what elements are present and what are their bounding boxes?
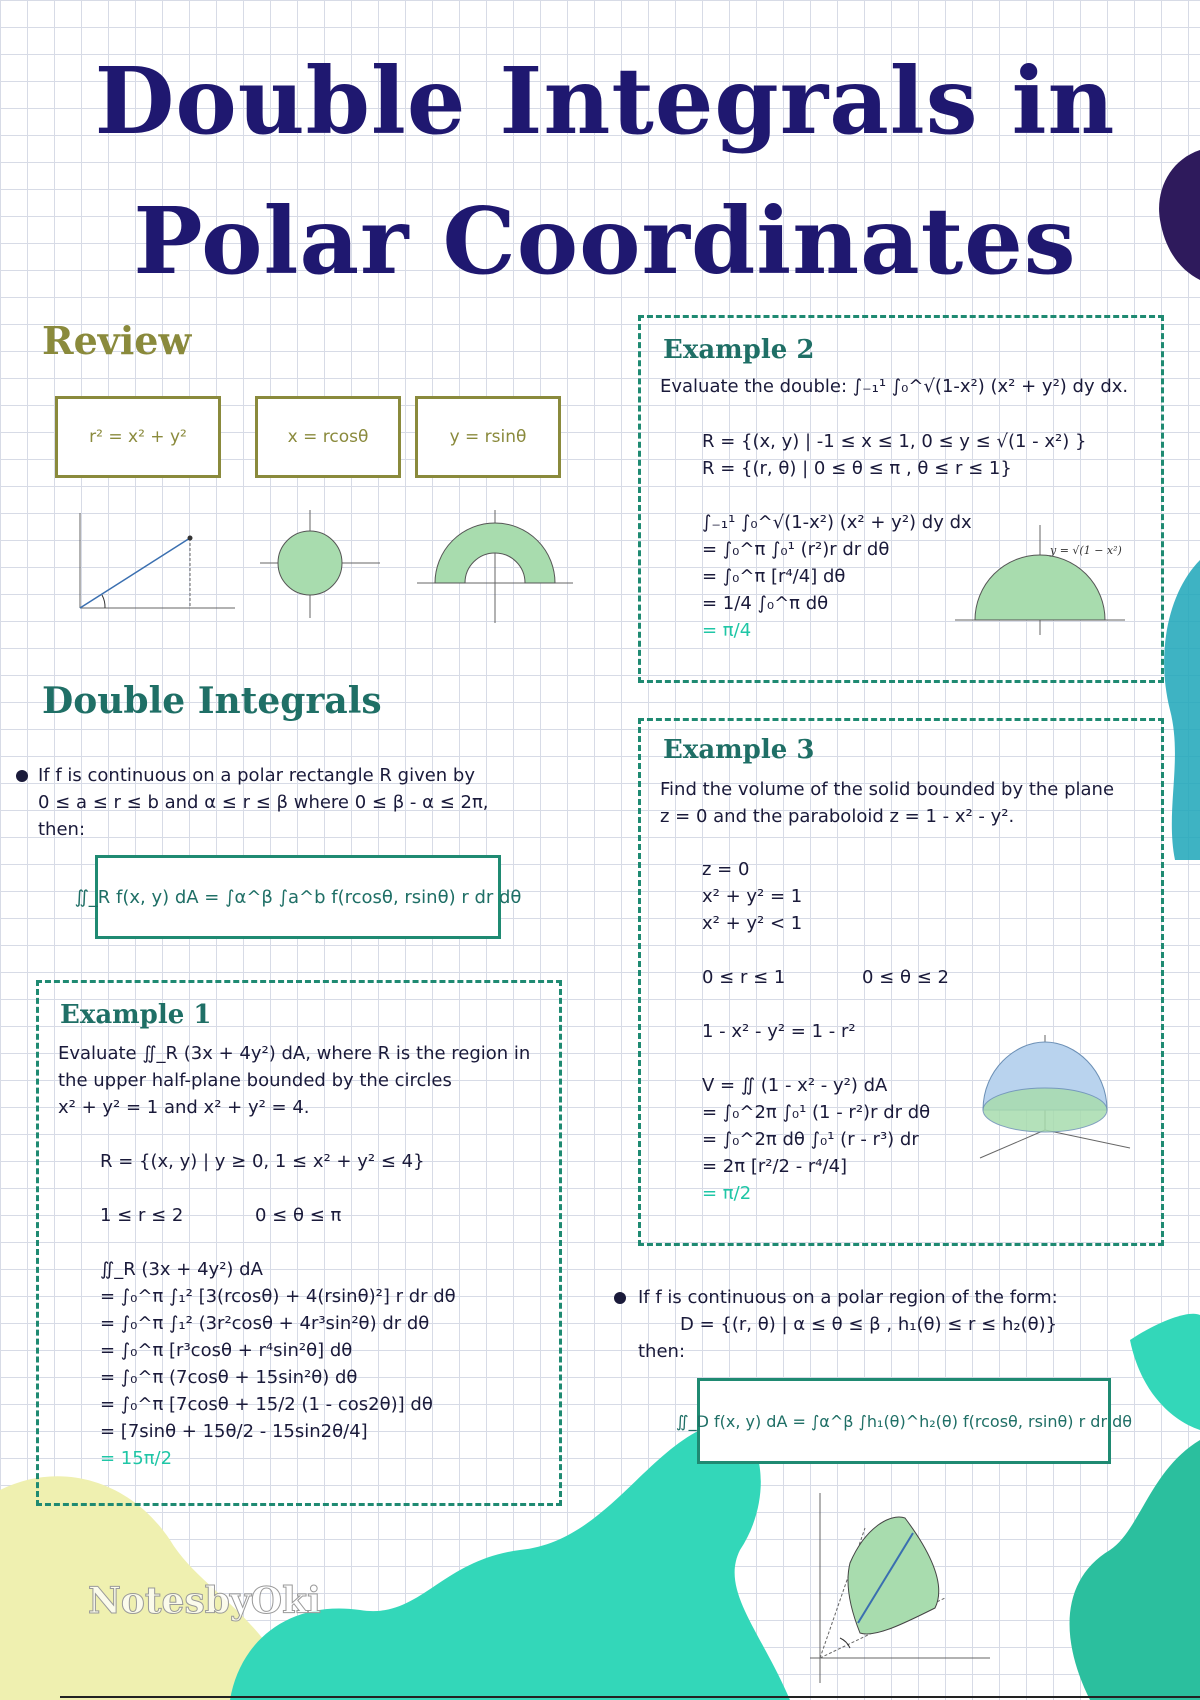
example-2-step-4: = 1/4 ∫₀^π dθ bbox=[702, 593, 829, 614]
double-integrals-bullet-line-3: then: bbox=[38, 819, 86, 840]
semicircle-curve-label: y = √(1 − x²) bbox=[1050, 544, 1122, 557]
example-3-prompt-line-2: z = 0 and the paraboloid z = 1 - x² - y². bbox=[660, 806, 1015, 827]
example-2-step-1: ∫₋₁¹ ∫₀^√(1-x²) (x² + y²) dy dx bbox=[702, 512, 972, 533]
example-2-region-polar: R = {(r, θ) | 0 ≤ θ ≤ π , θ ≤ r ≤ 1} bbox=[702, 458, 1012, 479]
bottom-divider bbox=[60, 1696, 1200, 1698]
example-3-step-3: = ∫₀^2π dθ ∫₀¹ (r - r³) dr bbox=[702, 1129, 919, 1150]
polar-region-bullet-line-1: If f is continuous on a polar region of the form: bbox=[638, 1287, 1058, 1308]
example-1-step-2: = ∫₀^π ∫₁² [3(rcosθ) + 4(rsinθ)²] r dr dθ bbox=[100, 1286, 456, 1307]
bullet-point bbox=[614, 1292, 626, 1304]
example-2-step-2: = ∫₀^π ∫₀¹ (r²)r dr dθ bbox=[702, 539, 890, 560]
example-1-prompt-line-3: x² + y² = 1 and x² + y² = 4. bbox=[58, 1097, 310, 1118]
example-3-answer: = π/2 bbox=[702, 1183, 752, 1204]
review-heading: Review bbox=[42, 318, 192, 363]
polar-rectangle-formula-box: ∬_R f(x, y) dA = ∫α^β ∫a^b f(rcosθ, rsinθ) r dr dθ bbox=[95, 855, 501, 939]
example-3-box bbox=[638, 718, 1164, 1246]
paraboloid-diagram bbox=[975, 1030, 1135, 1160]
example-1-step-3: = ∫₀^π ∫₁² (3r²cosθ + 4r³sin²θ) dr dθ bbox=[100, 1313, 430, 1334]
example-3-prompt-line-1: Find the volume of the solid bounded by the plane bbox=[660, 779, 1115, 800]
double-integrals-bullet-line-2: 0 ≤ a ≤ r ≤ b and α ≤ r ≤ β where 0 ≤ β - α ≤ 2π, bbox=[38, 792, 489, 813]
example-3-r-range: 0 ≤ r ≤ 1 bbox=[702, 967, 786, 988]
double-integrals-heading: Double Integrals bbox=[42, 680, 382, 722]
polar-region-formula-box: ∬_D f(x, y) dA = ∫α^β ∫h₁(θ)^h₂(θ) f(rcosθ, rsinθ) r dr dθ bbox=[697, 1378, 1111, 1464]
example-1-step-7: = [7sinθ + 15θ/2 - 15sin2θ/4] bbox=[100, 1421, 368, 1442]
example-3-substitution: 1 - x² - y² = 1 - r² bbox=[702, 1021, 856, 1042]
example-1-step-4: = ∫₀^π [r³cosθ + r⁴sin²θ] dθ bbox=[100, 1340, 353, 1361]
disk-region-diagram bbox=[255, 508, 385, 628]
example-1-title: Example 1 bbox=[60, 1000, 212, 1030]
example-1-theta-range: 0 ≤ θ ≤ π bbox=[255, 1205, 342, 1226]
example-3-eq-3: x² + y² < 1 bbox=[702, 913, 803, 934]
review-formula-r-squared: r² = x² + y² bbox=[55, 396, 221, 478]
review-formula-x: x = rcosθ bbox=[255, 396, 401, 478]
example-2-answer: = π/4 bbox=[702, 620, 752, 641]
polar-region-bullet-line-2: D = {(r, θ) | α ≤ θ ≤ β , h₁(θ) ≤ r ≤ h₂(θ)} bbox=[680, 1314, 1058, 1335]
page-title-line-1: Double Integrals in bbox=[94, 47, 1116, 155]
double-integrals-bullet-line-1: If f is continuous on a polar rectangle R given by bbox=[38, 765, 476, 786]
example-1-prompt-line-1: Evaluate ∬_R (3x + 4y²) dA, where R is the region in bbox=[58, 1043, 531, 1064]
semicircle-region-diagram bbox=[950, 520, 1130, 640]
page-title-line-2: Polar Coordinates bbox=[133, 187, 1077, 295]
bullet-point bbox=[16, 770, 28, 782]
general-polar-region-diagram bbox=[795, 1488, 995, 1688]
example-1-r-range: 1 ≤ r ≤ 2 bbox=[100, 1205, 184, 1226]
example-1-region: R = {(x, y) | y ≥ 0, 1 ≤ x² + y² ≤ 4} bbox=[100, 1151, 425, 1172]
example-3-step-1: V = ∬ (1 - x² - y²) dA bbox=[702, 1075, 888, 1096]
watermark: NotesbyOki bbox=[88, 1580, 321, 1622]
example-2-title: Example 2 bbox=[663, 335, 815, 365]
example-3-step-2: = ∫₀^2π ∫₀¹ (1 - r²)r dr dθ bbox=[702, 1102, 931, 1123]
example-3-step-4: = 2π [r²/2 - r⁴/4] bbox=[702, 1156, 848, 1177]
example-3-eq-1: z = 0 bbox=[702, 859, 750, 880]
example-3-theta-range: 0 ≤ θ ≤ 2 bbox=[862, 967, 949, 988]
half-annulus-region-diagram bbox=[415, 508, 575, 628]
example-1-prompt-line-2: the upper half-plane bounded by the circles bbox=[58, 1070, 452, 1091]
review-formula-y: y = rsinθ bbox=[415, 396, 561, 478]
polar-region-bullet-line-3: then: bbox=[638, 1341, 686, 1362]
example-3-title: Example 3 bbox=[663, 735, 815, 765]
example-3-eq-2: x² + y² = 1 bbox=[702, 886, 803, 907]
polar-point-diagram bbox=[60, 508, 240, 628]
example-2-prompt: Evaluate the double: ∫₋₁¹ ∫₀^√(1-x²) (x² + y²) dy dx. bbox=[660, 376, 1129, 397]
example-1-answer: = 15π/2 bbox=[100, 1448, 173, 1469]
example-1-step-1: ∬_R (3x + 4y²) dA bbox=[100, 1259, 263, 1280]
example-1-step-5: = ∫₀^π (7cosθ + 15sin²θ) dθ bbox=[100, 1367, 358, 1388]
example-1-step-6: = ∫₀^π [7cosθ + 15/2 (1 - cos2θ)] dθ bbox=[100, 1394, 433, 1415]
example-1-box bbox=[36, 980, 562, 1506]
example-2-step-3: = ∫₀^π [r⁴/4] dθ bbox=[702, 566, 846, 587]
example-2-region-xy: R = {(x, y) | -1 ≤ x ≤ 1, 0 ≤ y ≤ √(1 - x²) } bbox=[702, 431, 1087, 452]
